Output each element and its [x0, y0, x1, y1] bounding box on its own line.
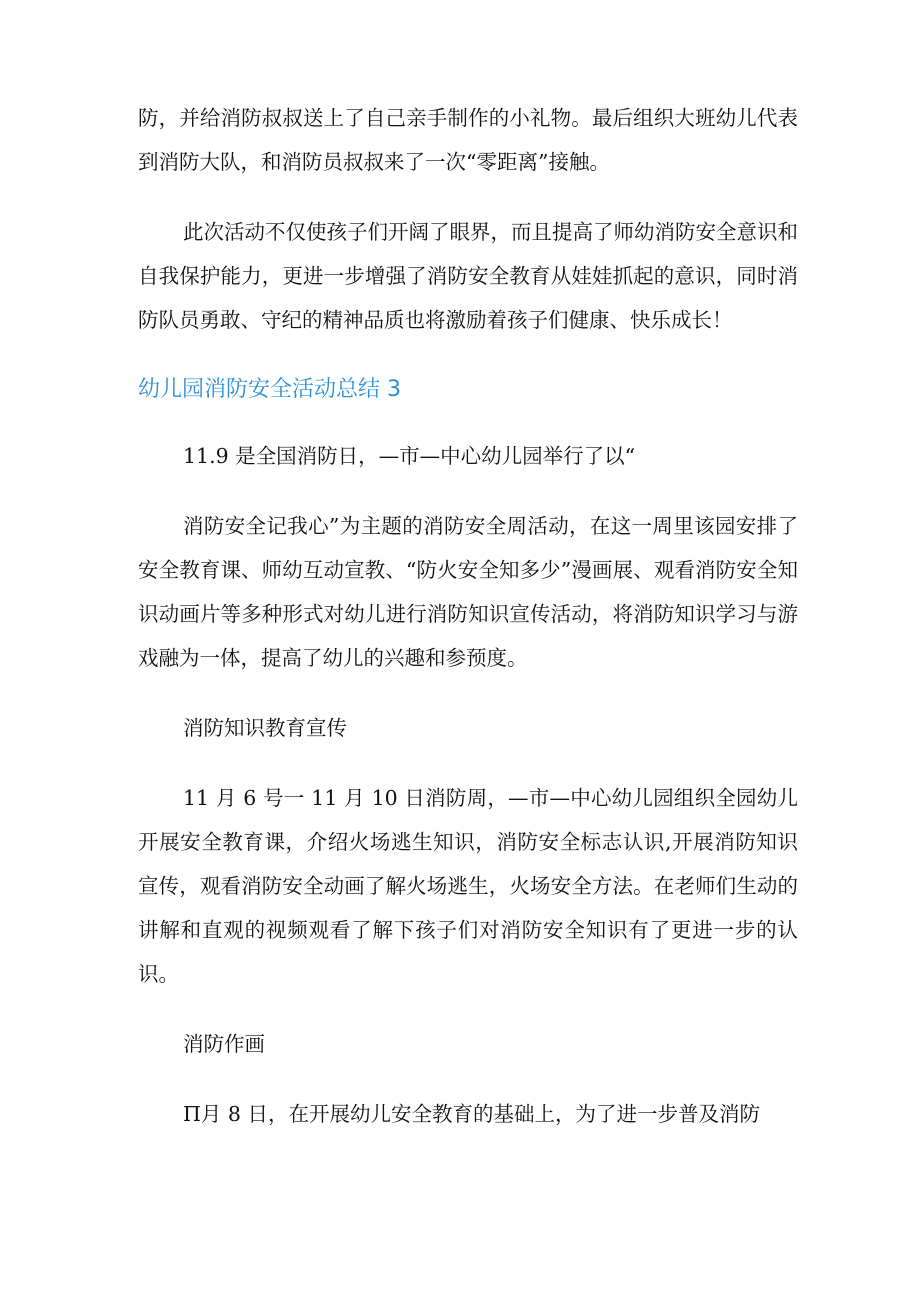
paragraph-theme-week: 消防安全记我心”为主题的消防安全周活动，在这一周里该园安排了安全教育课、师幼互动宣教、“防火安全知多少”漫画展、观看消防安全知识动画片等多种形式对幼儿进行消防知识宣传活动，将消防知识学习与游戏融为一体，提高了幼儿的兴趣和参预度。 — [138, 514, 798, 670]
document-body — [138, 96, 798, 1136]
subheading-education: 消防知识教育宣传 — [183, 716, 347, 740]
subheading-drawing: 消防作画 — [183, 1032, 265, 1056]
paragraph-drawing: Π月 8 日，在开展幼儿安全教育的基础上，为了进一步普及消防 — [183, 1102, 760, 1126]
paragraph-summary: 此次活动不仅使孩子们开阔了眼界，而且提高了师幼消防安全意识和自我保护能力，更进一步增强了消防安全教育从娃娃抓起的意识，同时消防队员勇敢、守纪的精神品质也将激励着孩子们健康、快乐成长！ — [138, 220, 798, 332]
section-heading: 幼儿园消防安全活动总结 3 — [138, 377, 401, 402]
paragraph-education: 11 月 6 号一 11 月 10 日消防周，—市—中心幼儿园组织全园幼儿开展安全教育课，介绍火场逃生知识，消防安全标志认识,开展消防知识宣传，观看消防安全动画了解火场逃生，火场安全方法。在老师们生动的讲解和直观的视频观看了解下孩子们对消防安全知识有了更进一步的认识。 — [138, 786, 798, 986]
paragraph-fire-day: 11.9 是全国消防日，—市—中心幼儿园举行了以“ — [183, 444, 636, 468]
paragraph-intro-continuation: 防，并给消防叔叔送上了自己亲手制作的小礼物。最后组织大班幼儿代表到消防大队，和消防员叔叔来了一次“零距离”接触。 — [138, 106, 798, 174]
